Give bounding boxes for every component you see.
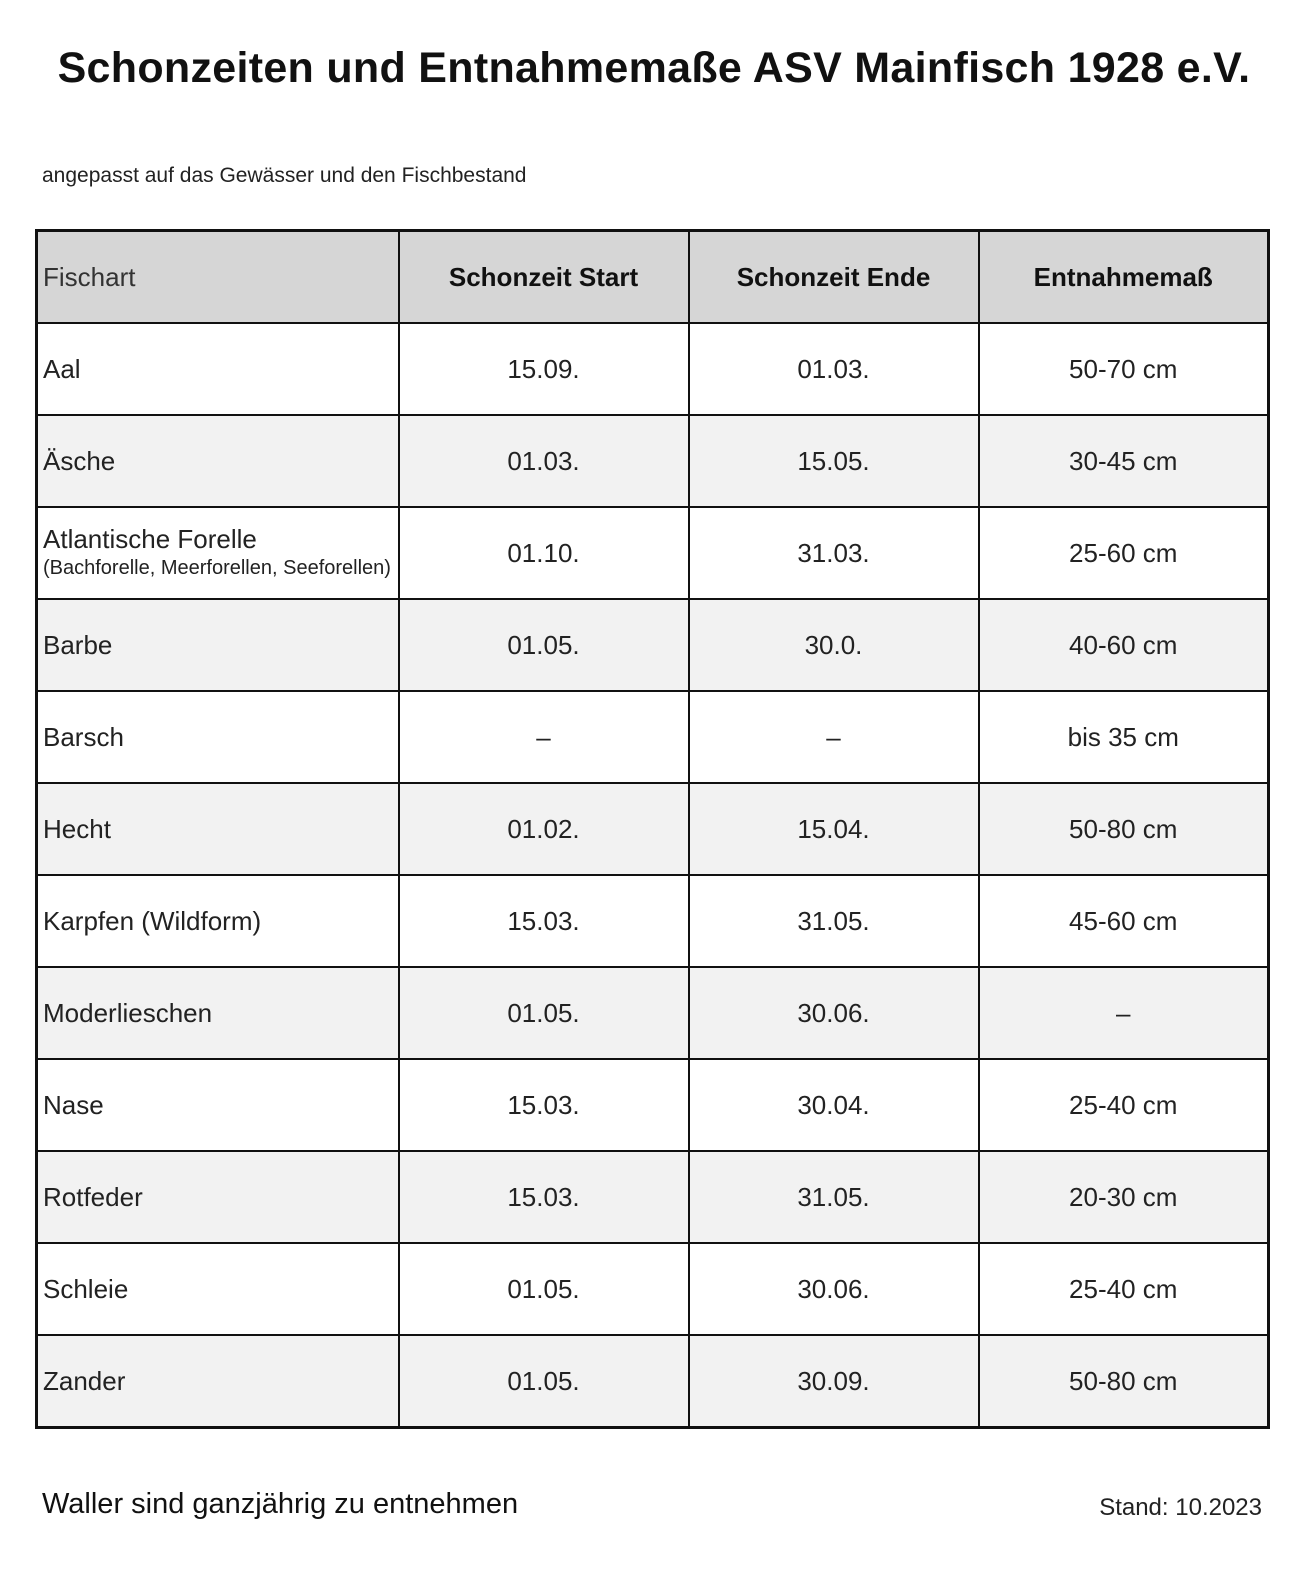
fish-name: Barbe: [43, 630, 113, 660]
cell-fischart: [37, 1151, 399, 1243]
cell-entnahmemass: 40-60 cm: [979, 599, 1269, 691]
cell-fischart: [37, 875, 399, 967]
table-row: [37, 1151, 1269, 1243]
footer-stand: Stand: 10.2023: [1099, 1494, 1262, 1521]
cell-schonzeit-start: 15.03.: [399, 875, 689, 967]
cell-fischart: [37, 1243, 399, 1335]
schonzeiten-table: [35, 229, 1270, 1429]
cell-fischart: [37, 691, 399, 783]
cell-schonzeit-ende: 31.03.: [689, 507, 979, 599]
fish-name: Atlantische Forelle: [43, 524, 257, 554]
cell-entnahmemass: 45-60 cm: [979, 875, 1269, 967]
cell-schonzeit-start: 01.05.: [399, 1335, 689, 1428]
table-row: [37, 967, 1269, 1059]
cell-entnahmemass: 30-45 cm: [979, 415, 1269, 507]
header-entnahmemass: Entnahmemaß: [979, 231, 1269, 324]
fish-name: Schleie: [43, 1274, 129, 1304]
cell-schonzeit-start: 01.05.: [399, 1243, 689, 1335]
table-header-row: [37, 231, 1269, 324]
table-row: [37, 1059, 1269, 1151]
table-row: [37, 1243, 1269, 1335]
table-row: [37, 783, 1269, 875]
cell-entnahmemass: bis 35 cm: [979, 691, 1269, 783]
table-row: [37, 1335, 1269, 1428]
header-schonzeit-ende: Schonzeit Ende: [689, 231, 979, 324]
cell-fischart: [37, 783, 399, 875]
cell-fischart: [37, 507, 399, 599]
cell-fischart: [37, 415, 399, 507]
table-row: [37, 323, 1269, 415]
cell-schonzeit-start: –: [399, 691, 689, 783]
cell-entnahmemass: 25-40 cm: [979, 1243, 1269, 1335]
header-schonzeit-start: Schonzeit Start: [399, 231, 689, 324]
cell-entnahmemass: 50-80 cm: [979, 1335, 1269, 1428]
cell-entnahmemass: 25-40 cm: [979, 1059, 1269, 1151]
cell-schonzeit-start: 01.05.: [399, 599, 689, 691]
cell-schonzeit-ende: 31.05.: [689, 1151, 979, 1243]
cell-fischart: [37, 1335, 399, 1428]
cell-schonzeit-ende: 15.05.: [689, 415, 979, 507]
fish-name: Barsch: [43, 722, 124, 752]
cell-schonzeit-ende: 30.0.: [689, 599, 979, 691]
fish-name: Hecht: [43, 814, 111, 844]
cell-schonzeit-start: 15.09.: [399, 323, 689, 415]
cell-entnahmemass: 50-80 cm: [979, 783, 1269, 875]
cell-schonzeit-start: 01.03.: [399, 415, 689, 507]
table-row: [37, 415, 1269, 507]
cell-schonzeit-ende: –: [689, 691, 979, 783]
cell-entnahmemass: 20-30 cm: [979, 1151, 1269, 1243]
cell-fischart: [37, 1059, 399, 1151]
fish-name: Nase: [43, 1090, 104, 1120]
cell-schonzeit-start: 15.03.: [399, 1059, 689, 1151]
cell-schonzeit-start: 01.05.: [399, 967, 689, 1059]
table-row: [37, 691, 1269, 783]
fish-name: Moderlieschen: [43, 998, 213, 1028]
table-row: [37, 599, 1269, 691]
fish-name: Rotfeder: [43, 1182, 143, 1212]
cell-entnahmemass: 50-70 cm: [979, 323, 1269, 415]
cell-schonzeit-start: 01.02.: [399, 783, 689, 875]
cell-schonzeit-start: 15.03.: [399, 1151, 689, 1243]
cell-schonzeit-ende: 30.04.: [689, 1059, 979, 1151]
cell-schonzeit-ende: 30.06.: [689, 967, 979, 1059]
header-fischart: Fischart: [37, 231, 399, 324]
fish-name: Karpfen (Wildform): [43, 906, 262, 936]
fish-name: Zander: [43, 1366, 126, 1396]
page-title: Schonzeiten und Entnahmemaße ASV Mainfisch 1928 e.V.: [57, 44, 1251, 92]
fish-name: Äsche: [43, 446, 116, 476]
cell-schonzeit-ende: 01.03.: [689, 323, 979, 415]
cell-fischart: [37, 323, 399, 415]
footer-note: Waller sind ganzjährig zu entnehmen: [42, 1488, 519, 1520]
fish-name: Aal: [43, 354, 81, 384]
cell-fischart: [37, 599, 399, 691]
table-row: [37, 875, 1269, 967]
cell-schonzeit-ende: 30.09.: [689, 1335, 979, 1428]
cell-fischart: [37, 967, 399, 1059]
cell-schonzeit-ende: 31.05.: [689, 875, 979, 967]
cell-entnahmemass: –: [979, 967, 1269, 1059]
table-body: [37, 323, 1269, 1428]
table-row: [37, 507, 1269, 599]
cell-entnahmemass: 25-60 cm: [979, 507, 1269, 599]
cell-schonzeit-start: 01.10.: [399, 507, 689, 599]
page-subtitle: angepasst auf das Gewässer und den Fischbestand: [42, 164, 527, 187]
cell-schonzeit-ende: 30.06.: [689, 1243, 979, 1335]
fish-name-note: (Bachforelle, Meerforellen, Seeforellen): [43, 557, 391, 579]
cell-schonzeit-ende: 15.04.: [689, 783, 979, 875]
